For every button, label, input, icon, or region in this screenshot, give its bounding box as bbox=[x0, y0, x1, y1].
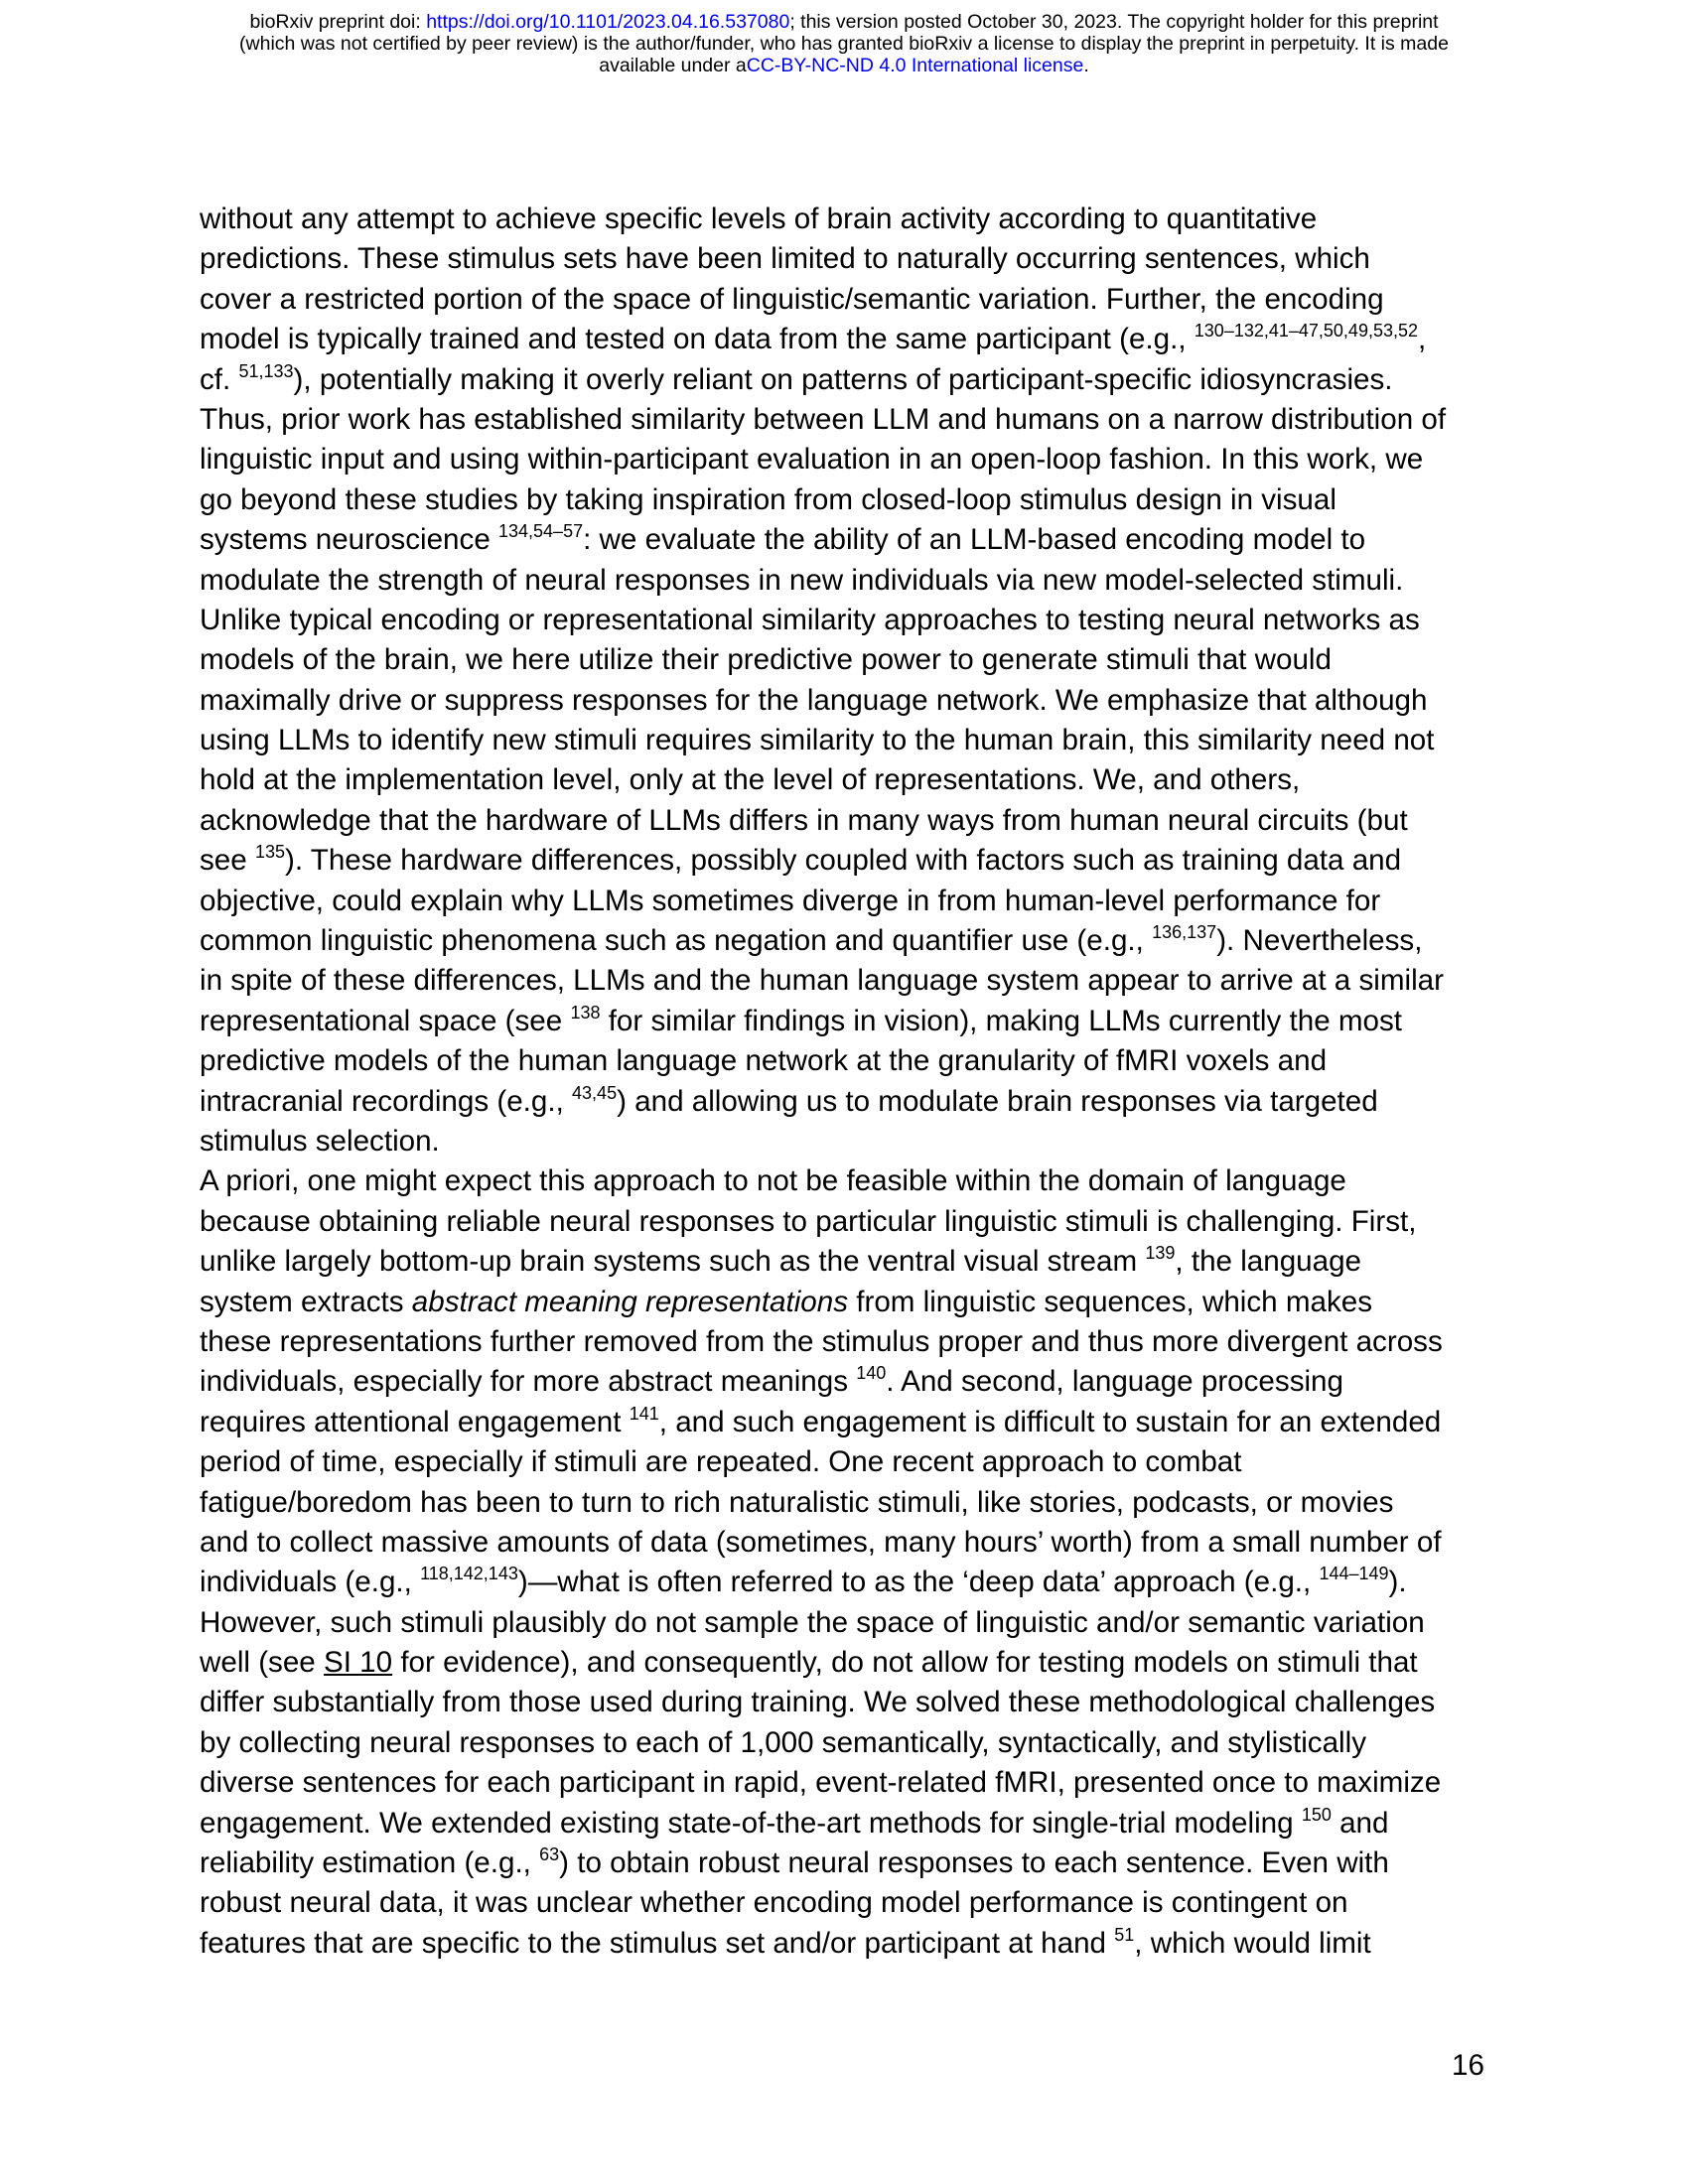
text-run: ), potentially making it overly reliant on patterns of participant-specific idiosyncrasies. bbox=[293, 362, 1393, 396]
citation: 140 bbox=[856, 1363, 887, 1384]
text-run: predictive models of the human language network at the granularity of fMRI voxels and bbox=[200, 1044, 1328, 1078]
citation: 150 bbox=[1301, 1804, 1332, 1825]
text-run: well (see bbox=[200, 1646, 324, 1680]
text-run: linguistic input and using within-participant evaluation in an open-loop fashion. In this work, we bbox=[200, 443, 1424, 477]
header-text: ; this version posted October 30, 2023. The copyright holder for this preprint bbox=[789, 11, 1439, 33]
text-run: individuals, especially for more abstract meanings bbox=[200, 1365, 857, 1399]
text-line bbox=[200, 440, 1510, 479]
text-run: for similar findings in vision), making LLMs currently the most bbox=[600, 1004, 1403, 1037]
text-run: , and such engagement is difficult to sustain for an extended bbox=[658, 1405, 1442, 1438]
text-run: period of time, especially if stimuli are repeated. One recent approach to combat bbox=[200, 1445, 1242, 1479]
text-run: differ substantially from those used during training. We solved these methodological challenges bbox=[200, 1686, 1436, 1719]
text-line bbox=[200, 1924, 1510, 1964]
text-line bbox=[200, 1041, 1510, 1081]
citation: 118,142,143 bbox=[420, 1564, 518, 1584]
text-run: A priori, one might expect this approach to not be feasible within the domain of language bbox=[200, 1164, 1346, 1198]
text-line bbox=[200, 200, 1510, 239]
text-run: and to collect massive amounts of data (sometimes, many hours’ worth) from a small number of bbox=[200, 1525, 1442, 1559]
header-text: available under a bbox=[599, 55, 747, 76]
citation: 141 bbox=[629, 1403, 659, 1424]
text-run: ) to obtain robust neural responses to each sentence. Even with bbox=[559, 1846, 1389, 1880]
text-run: individuals (e.g., bbox=[200, 1566, 421, 1599]
text-line bbox=[200, 1082, 1510, 1122]
text-line bbox=[200, 520, 1510, 560]
text-line bbox=[200, 1763, 1510, 1803]
text-run: model is typically trained and tested on data from the same participant (e.g., bbox=[200, 323, 1195, 356]
citation: 130–132,41–47,50,49,53,52 bbox=[1194, 321, 1419, 341]
text-line bbox=[200, 1322, 1510, 1362]
text-run: maximally drive or suppress responses for the language network. We emphasize that although bbox=[200, 683, 1428, 717]
text-line bbox=[200, 1563, 1510, 1602]
preprint-header bbox=[0, 11, 1688, 76]
text-run: modulate the strength of neural responses in new individuals via new model-selected stimuli. bbox=[200, 563, 1404, 597]
text-run: diverse sentences for each participant in rapid, event-related fMRI, presented once to maximize bbox=[200, 1766, 1442, 1800]
text-line bbox=[200, 681, 1510, 721]
text-run: ). Nevertheless, bbox=[1216, 924, 1423, 958]
text-run: engagement. We extended existing state-of-the-art methods for single-trial modeling bbox=[200, 1806, 1302, 1840]
text-line bbox=[200, 882, 1510, 921]
citation: 51,133 bbox=[238, 360, 294, 381]
text-run: representational space (see bbox=[200, 1004, 571, 1037]
text-run: reliability estimation (e.g., bbox=[200, 1846, 540, 1880]
text-run: hold at the implementation level, only at the level of representations. We, and others, bbox=[200, 763, 1301, 797]
license-link[interactable]: CC-BY-NC-ND 4.0 International license bbox=[746, 55, 1084, 76]
text-run: acknowledge that the hardware of LLMs differs in many ways from human neural circuits (but bbox=[200, 803, 1408, 837]
text-run: by collecting neural responses to each of 1,000 semantically, syntactically, and stylistically bbox=[200, 1725, 1367, 1759]
text-run: intracranial recordings (e.g., bbox=[200, 1084, 573, 1118]
text-run: , which would limit bbox=[1134, 1926, 1371, 1960]
text-line bbox=[200, 239, 1510, 279]
text-run: unlike largely bottom-up brain systems such as the ventral visual stream bbox=[200, 1245, 1146, 1279]
text-line bbox=[200, 1523, 1510, 1563]
body-text bbox=[200, 200, 1510, 1964]
citation: 139 bbox=[1145, 1243, 1176, 1264]
citation: 136,137 bbox=[1152, 922, 1217, 943]
text-run: ). bbox=[1388, 1566, 1407, 1599]
text-run: models of the brain, we here utilize their predictive power to generate stimuli that would bbox=[200, 643, 1332, 677]
text-run: predictions. These stimulus sets have been limited to naturally occurring sentences, which bbox=[200, 242, 1370, 276]
text-line bbox=[200, 1442, 1510, 1482]
text-line bbox=[200, 561, 1510, 601]
citation: 63 bbox=[539, 1844, 560, 1865]
text-line bbox=[200, 801, 1510, 841]
doi-link[interactable]: https://doi.org/10.1101/2023.04.16.537080 bbox=[426, 11, 790, 33]
text-run: for evidence), and consequently, do not allow for testing models on stimuli that bbox=[392, 1646, 1418, 1680]
text-run: , bbox=[1418, 323, 1427, 356]
text-run: using LLMs to identify new stimuli requires similarity to the human brain, this similarity need not bbox=[200, 724, 1435, 757]
text-line bbox=[200, 1883, 1510, 1923]
text-line bbox=[200, 841, 1510, 881]
text-run: robust neural data, it was unclear whether encoding model performance is contingent on bbox=[200, 1886, 1348, 1920]
text-run: without any attempt to achieve specific levels of brain activity according to quantitative bbox=[200, 203, 1318, 235]
header-line-1 bbox=[0, 11, 1688, 33]
citation: 134,54–57 bbox=[498, 521, 584, 542]
si-link[interactable]: SI 10 bbox=[324, 1646, 393, 1680]
text-run: system extracts bbox=[200, 1285, 412, 1318]
text-line bbox=[200, 640, 1510, 680]
text-line bbox=[200, 1723, 1510, 1763]
text-line bbox=[200, 1122, 1510, 1161]
citation: 138 bbox=[570, 1002, 601, 1023]
text-line bbox=[200, 1804, 1510, 1843]
text-run: cover a restricted portion of the space of linguistic/semantic variation. Further, the encoding bbox=[200, 282, 1384, 316]
text-line bbox=[200, 721, 1510, 760]
citation: 135 bbox=[254, 842, 285, 863]
text-line bbox=[200, 760, 1510, 800]
text-run: , the language bbox=[1175, 1245, 1361, 1279]
text-line bbox=[200, 280, 1510, 320]
text-run: stimulus selection. bbox=[200, 1124, 440, 1158]
text-run: from linguistic sequences, which makes bbox=[848, 1285, 1372, 1318]
text-run: : we evaluate the ability of an LLM-based encoding model to bbox=[583, 523, 1366, 557]
citation: 51 bbox=[1114, 1924, 1135, 1945]
text-run: However, such stimuli plausibly do not sample the space of linguistic and/or semantic variation bbox=[200, 1605, 1425, 1639]
text-line bbox=[200, 1843, 1510, 1883]
text-line bbox=[200, 1603, 1510, 1643]
text-line bbox=[200, 1283, 1510, 1322]
text-line bbox=[200, 360, 1510, 400]
text-run: features that are specific to the stimulus set and/or participant at hand bbox=[200, 1926, 1115, 1960]
page-number: 16 bbox=[1452, 2049, 1484, 2082]
text-line bbox=[200, 320, 1510, 359]
text-run: common linguistic phenomena such as negation and quantifier use (e.g., bbox=[200, 924, 1153, 958]
text-run: cf. bbox=[200, 362, 239, 396]
header-line-2: (which was not certified by peer review) is the author/funder, who has granted bioRxiv a license to display the preprint in perpetuity. It is made bbox=[239, 33, 1449, 55]
text-run: ). These hardware differences, possibly coupled with factors such as training data and bbox=[284, 844, 1402, 878]
header-text: bioRxiv preprint doi: bbox=[249, 11, 427, 33]
text-line bbox=[200, 1202, 1510, 1242]
text-run: requires attentional engagement bbox=[200, 1405, 630, 1438]
text-run: and bbox=[1331, 1806, 1389, 1840]
text-line bbox=[200, 480, 1510, 520]
text-run: )—what is often referred to as the ‘deep data’ approach (e.g., bbox=[517, 1566, 1320, 1599]
text-line bbox=[200, 921, 1510, 961]
text-line bbox=[200, 1403, 1510, 1442]
text-line bbox=[200, 1683, 1510, 1722]
text-line bbox=[200, 1242, 1510, 1282]
text-line bbox=[200, 1483, 1510, 1523]
text-line bbox=[200, 601, 1510, 640]
text-run: in spite of these differences, LLMs and the human language system appear to arrive at a similar bbox=[200, 964, 1444, 998]
text-line bbox=[200, 961, 1510, 1001]
text-run: objective, could explain why LLMs sometimes diverge in from human-level performance for bbox=[200, 884, 1381, 917]
text-run: Unlike typical encoding or representational similarity approaches to testing neural networks as bbox=[200, 603, 1420, 636]
italic-term: abstract meaning representations bbox=[411, 1285, 849, 1318]
text-run: these representations further removed from the stimulus proper and thus more divergent across bbox=[200, 1324, 1443, 1358]
text-run: because obtaining reliable neural responses to particular linguistic stimuli is challenging. First, bbox=[200, 1204, 1417, 1238]
header-line-3 bbox=[0, 55, 1688, 76]
header-text: . bbox=[1083, 55, 1089, 76]
text-run: Thus, prior work has established similarity between LLM and humans on a narrow distribution of bbox=[200, 402, 1447, 436]
text-run: see bbox=[200, 844, 255, 878]
text-run: fatigue/boredom has been to turn to rich naturalistic stimuli, like stories, podcasts, or movies bbox=[200, 1485, 1394, 1519]
text-run: go beyond these studies by taking inspiration from closed-loop stimulus design in visual bbox=[200, 482, 1336, 516]
text-line bbox=[200, 1161, 1510, 1201]
text-run: ) and allowing us to modulate brain responses via targeted bbox=[617, 1084, 1378, 1118]
text-line bbox=[200, 1362, 1510, 1402]
text-line bbox=[200, 400, 1510, 440]
text-line bbox=[200, 1643, 1510, 1683]
citation: 144–149 bbox=[1319, 1564, 1389, 1584]
text-run: systems neuroscience bbox=[200, 523, 498, 557]
text-run: . And second, language processing bbox=[886, 1365, 1343, 1399]
citation: 43,45 bbox=[572, 1082, 618, 1103]
text-line bbox=[200, 1002, 1510, 1041]
